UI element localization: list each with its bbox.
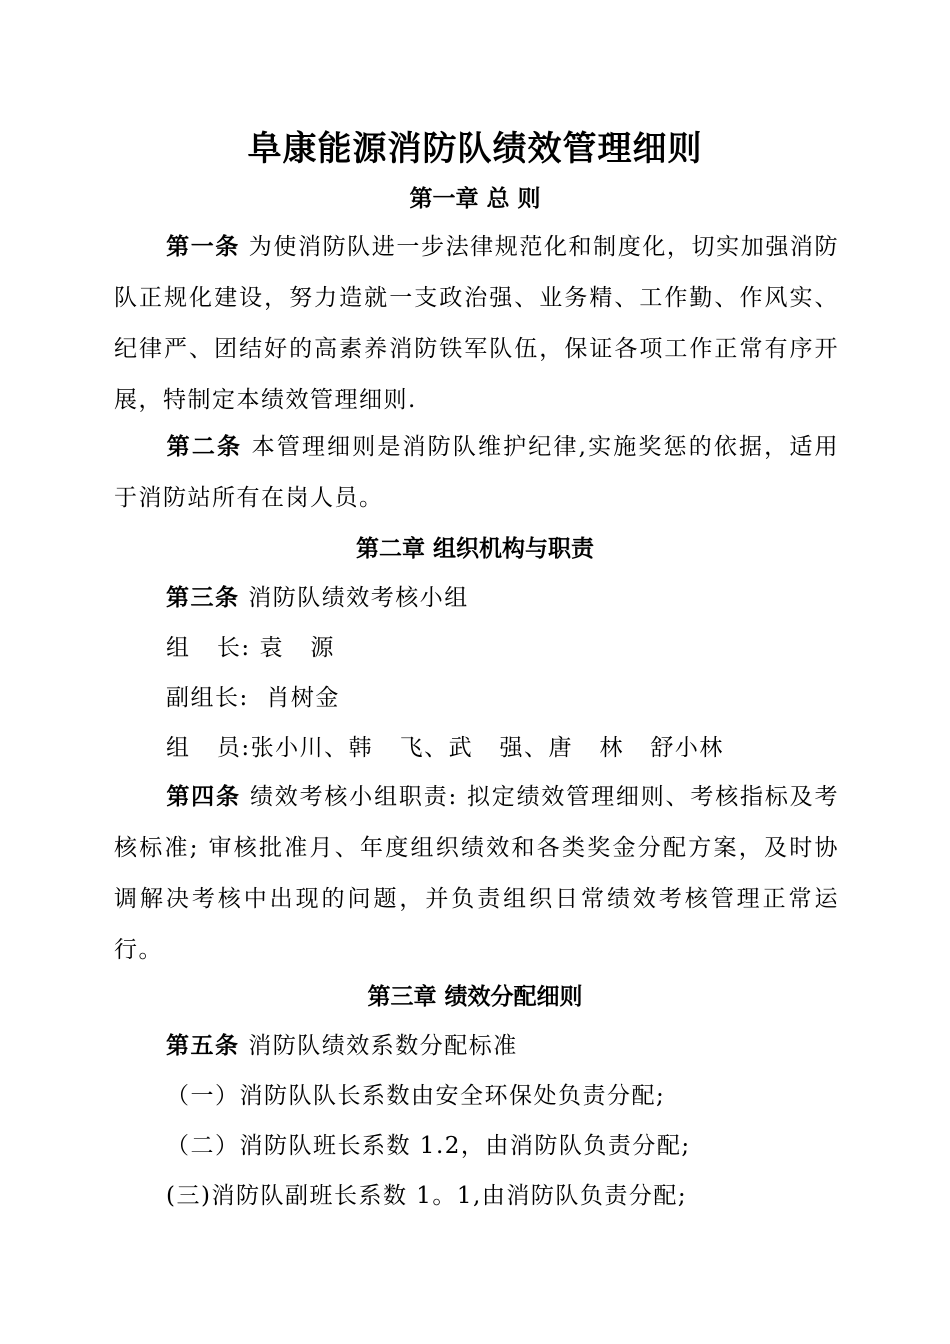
chapter-2-heading: 第二章 组织机构与职责 (355, 536, 594, 562)
group-deputy: 副组长: 肖树金 (166, 685, 340, 711)
article-2 (114, 422, 839, 524)
group-leader: 组 长: 袁 源 (166, 635, 335, 661)
article-2-text: 本管理细则是消防队维护纪律,实施奖惩的依据，适用于消防站所有在岗人员。 (114, 434, 839, 511)
list-item: （一）消防队队长系数由安全环保处负责分配; (166, 1083, 666, 1109)
chapter-3-heading: 第三章 绩效分配细则 (367, 984, 583, 1010)
article-5 (166, 1031, 518, 1061)
list-item: (三)消防队副班长系数 1。1,由消防队负责分配; (166, 1183, 688, 1209)
article-3 (166, 583, 469, 613)
article-5-label: 第五条 (166, 1033, 240, 1059)
article-4 (114, 772, 839, 976)
article-4-label: 第四条 (166, 784, 241, 810)
article-1 (114, 222, 839, 426)
article-5-text: 消防队绩效系数分配标准 (239, 1033, 518, 1059)
article-3-label: 第三条 (166, 585, 240, 611)
article-2-label: 第二条 (166, 434, 243, 460)
article-1-text: 为使消防队进一步法律规范化和制度化，切实加强消防队正规化建设，努力造就一支政治强、业务精、工作勤、作风实、纪律严、团结好的高素养消防铁军队伍，保证各项工作正常有序开展，特制定本绩效管理细则. (114, 234, 840, 413)
list-item: （二）消防队班长系数 1.2，由消防队负责分配; (166, 1133, 691, 1159)
article-4-text: 绩效考核小组职责: 拟定绩效管理细则、考核指标及考核标准; 审核批准月、年度组织绩效和各类奖金分配方案，及时协调解决考核中出现的问题，并负责组织日常绩效考核管理正常运行。 (114, 784, 840, 963)
document-title: 阜康能源消防队绩效管理细则 (247, 129, 703, 169)
chapter-1-heading: 第一章 总 则 (409, 186, 541, 212)
group-members: 组 员:张小川、韩 飞、武 强、唐 林 舒小林 (166, 735, 724, 761)
article-1-label: 第一条 (166, 234, 240, 260)
article-3-text: 消防队绩效考核小组 (239, 585, 469, 611)
